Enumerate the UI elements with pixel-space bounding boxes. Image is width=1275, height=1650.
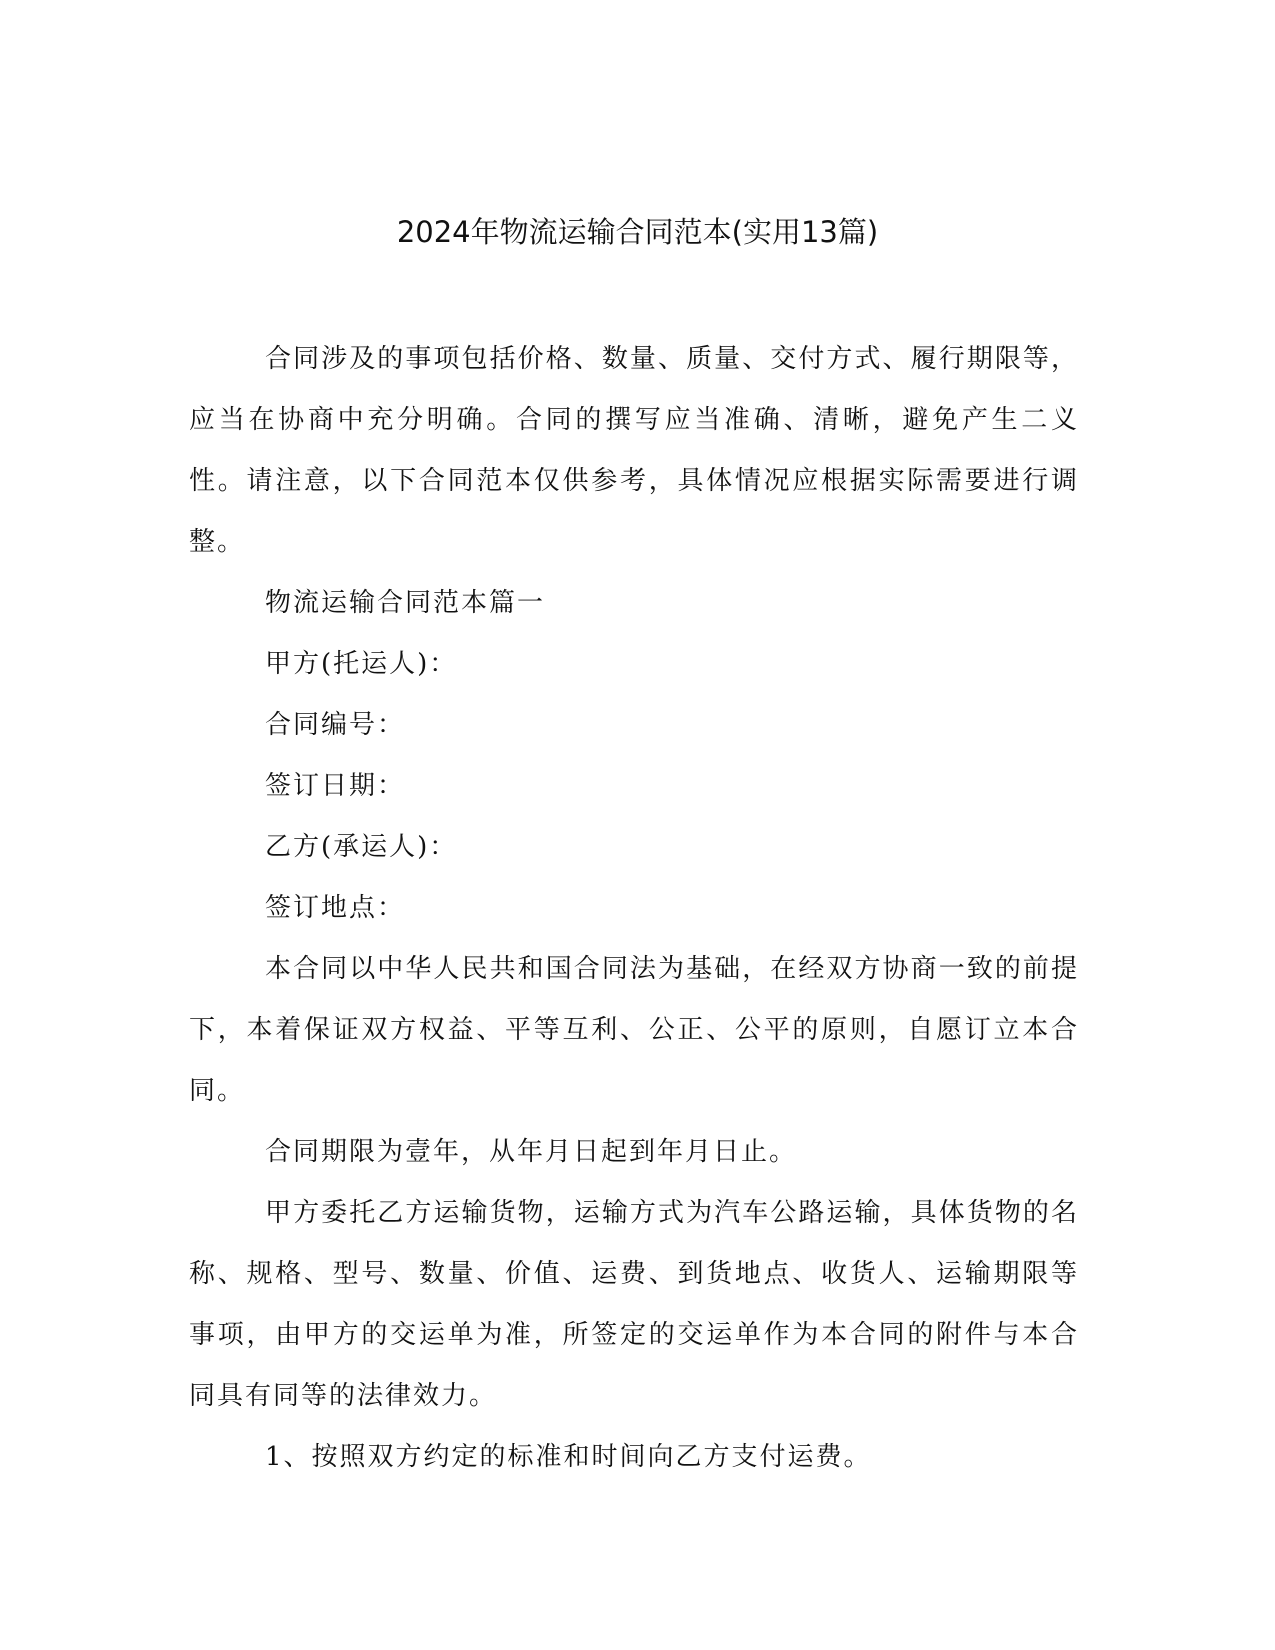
signing-date-field: 签订日期：: [265, 771, 406, 801]
signing-place-field: 签订地点：: [265, 893, 406, 923]
document-body: [189, 329, 1079, 1488]
intro-paragraph: 合同涉及的事项包括价格、数量、质量、交付方式、履行期限等，应当在协商中充分明确。合同的撰写应当准确、清晰，避免产生二义性。请注意，以下合同范本仅供参考，具体情况应根据实际需要进行调整。: [189, 344, 1079, 557]
party-a-field: 甲方(托运人)：: [265, 649, 458, 679]
transport-terms-paragraph: 甲方委托乙方运输货物，运输方式为汽车公路运输，具体货物的名称、规格、型号、数量、价值、运费、到货地点、收货人、运输期限等事项，由甲方的交运单为准，所签定的交运单作为本合同的附件与本合同具有同等的法律效力。: [189, 1198, 1079, 1411]
contract-basis-paragraph: 本合同以中华人民共和国合同法为基础，在经双方协商一致的前提下，本着保证双方权益、平等互利、公正、公平的原则，自愿订立本合同。: [189, 954, 1079, 1106]
contract-term-paragraph: 合同期限为壹年，从年月日起到年月日止。: [265, 1137, 798, 1167]
section-heading: 物流运输合同范本篇一: [265, 588, 546, 618]
contract-number-field: 合同编号：: [265, 710, 406, 740]
document-title: 2024年物流运输合同范本(实用13篇): [396, 215, 879, 249]
payment-clause: 1、按照双方约定的标准和时间向乙方支付运费。: [265, 1442, 872, 1472]
party-b-field: 乙方(承运人)：: [265, 832, 458, 862]
